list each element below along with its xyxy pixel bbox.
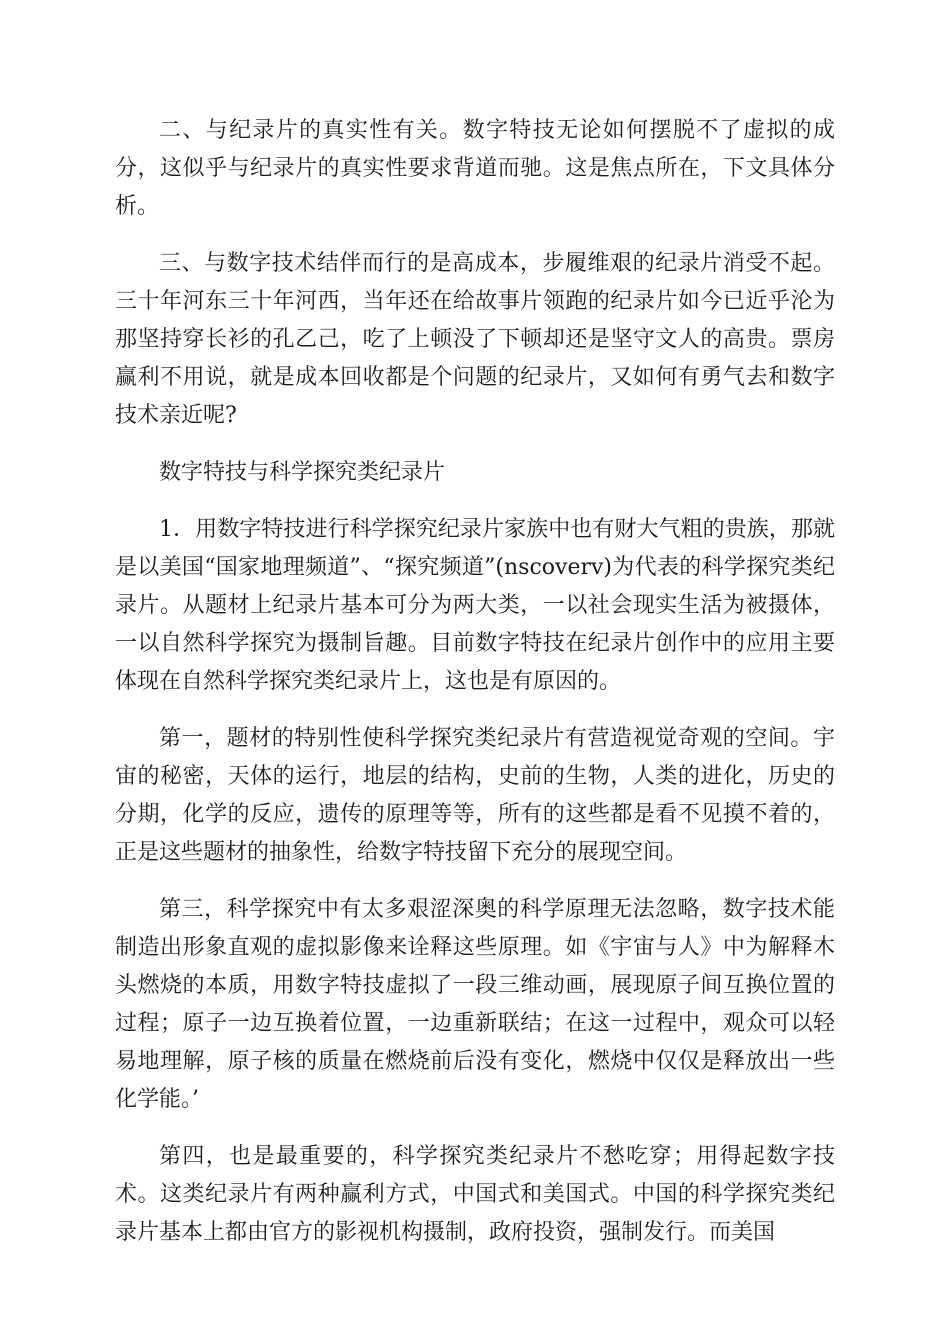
section-heading: 数字特技与科学探究类纪录片 [159, 460, 446, 485]
paragraph-truthfulness: 二、与纪录片的真实性有关。数字特技无论如何摆脱不了虚拟的成分，这似乎与纪录片的真实性要求背道而驰。这是焦点所在，下文具体分析。 [115, 118, 835, 219]
paragraph-point-1: 1．用数字特技进行科学探究纪录片家族中也有财大气粗的贵族，那就是以美国“国家地理频道”、“探究频道”(nscoverv)为代表的科学探究类纪录片。从题材上纪录片基本可分为两大类，一以社会现实生活为被摄体，一以自然科学探究为摄制旨趣。目前数字特技在纪录片创作中的应用主要体现在自然科学探究类纪录片上，这也是有原因的。 [115, 517, 835, 694]
paragraph-third: 第三，科学探究中有太多艰涩深奥的科学原理无法忽略，数字技术能制造出形象直观的虚拟影像来诠释这些原理。如《宇宙与人》中为解释木头燃烧的本质，用数字特技虚拟了一段三维动画，展现原子间互换位置的过程；原子一边互换着位置，一边重新联结；在这一过程中，观众可以轻易地理解，原子核的质量在燃烧前后没有变化，燃烧中仅仅是释放出一些化学能。’ [115, 897, 835, 1112]
paragraph-first: 第一，题材的特别性使科学探究类纪录片有营造视觉奇观的空间。宇宙的秘密，天体的运行，地层的结构，史前的生物，人类的进化，历史的分期，化学的反应，遗传的原理等等，所有的这些都是看不见摸不着的，正是这些题材的抽象性，给数字特技留下充分的展现空间。 [115, 726, 835, 865]
paragraph-fourth: 第四，也是最重要的，科学探究类纪录片不愁吃穿；用得起数字技术。这类纪录片有两种赢利方式，中国式和美国式。中国的科学探究类纪录片基本上都由官方的影视机构摄制，政府投资，强制发行。而美国 [115, 1144, 835, 1245]
document-body [115, 112, 835, 1271]
paragraph-high-cost: 三、与数字技术结伴而行的是高成本，步履维艰的纪录片消受不起。三十年河东三十年河西，当年还在给故事片领跑的纪录片如今已近乎沦为那坚持穿长衫的孔乙己，吃了上顿没了下顿却还是坚守文人的高贵。票房赢利不用说，就是成本回收都是个问题的纪录片，又如何有勇气去和数字技术亲近呢? [115, 251, 835, 428]
